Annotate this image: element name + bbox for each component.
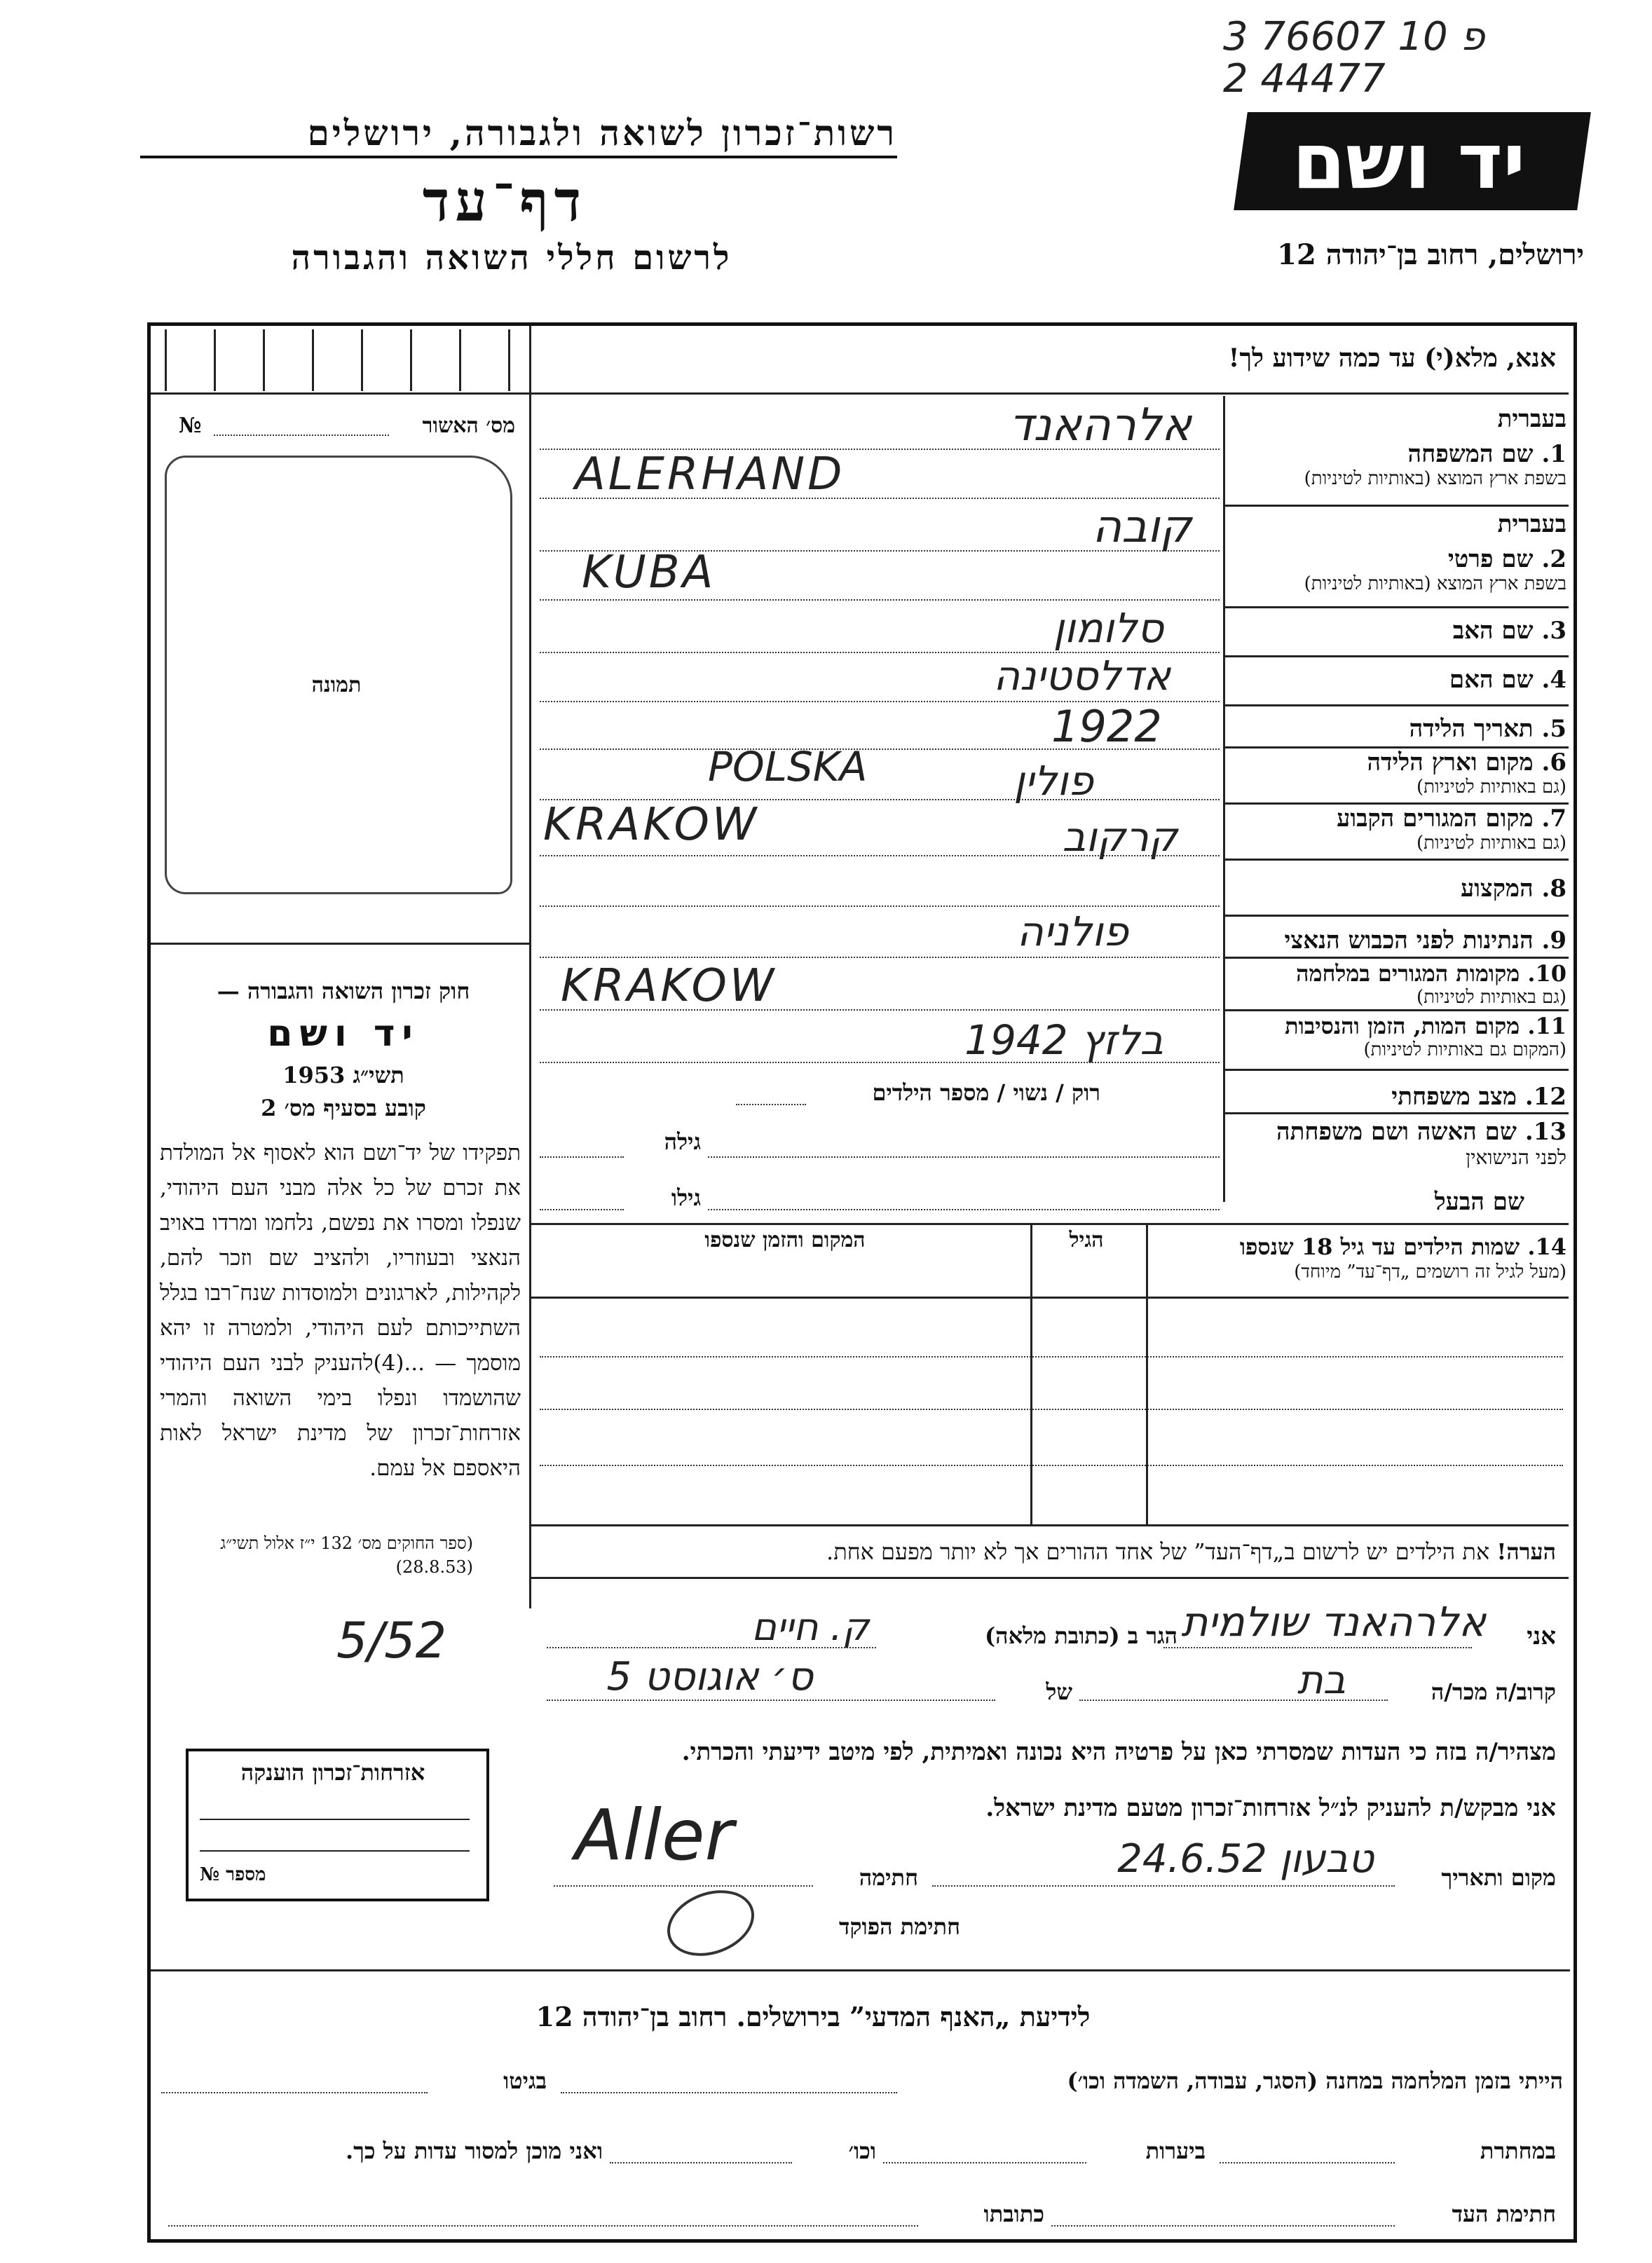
field-label: שם המשפחה	[1407, 440, 1534, 468]
law-reference: (ספר החוקים מס׳ 132 י״ז אלול תשי״ג (28.8.53)	[220, 1533, 473, 1577]
footer-row-camp	[161, 2067, 1563, 2094]
declarant-address[interactable]: ק. חיים	[751, 1605, 869, 1649]
field-label: שם האם	[1449, 666, 1534, 694]
field-sublabel: בשפת ארץ המוצא (באותיות לטיניות)	[1304, 573, 1566, 594]
row-divider	[1225, 915, 1569, 917]
family-name-label	[1230, 440, 1566, 468]
field-number: 14.	[1527, 1233, 1566, 1260]
field-label: מקום המות, הזמן והנסיבות	[1285, 1013, 1520, 1039]
law-year: תשי״ג 1953	[282, 1062, 404, 1088]
witness-signature-line	[1051, 2225, 1395, 2227]
place-date-value[interactable]: טבעון 24.6.52	[1117, 1836, 1374, 1882]
row-divider	[1225, 505, 1569, 507]
law-section: קובע בסעיף מס׳ 2	[261, 1095, 426, 1121]
field-label: מקום וארץ הלידה	[1367, 748, 1534, 777]
children-table-label	[1153, 1233, 1566, 1260]
husband-name-label: שם הבעל	[1434, 1188, 1524, 1216]
authority-name: רשות־זכרון לשואה ולגבורה, ירושלים	[307, 112, 897, 153]
form-subtitle: לרשום חללי השואה והגבורה	[291, 238, 732, 278]
field-row-war-residence	[1230, 960, 1566, 1008]
children-table-sublabel: (מעל לגיל זה רושמים „דף־עד” מיוחד)	[1294, 1262, 1566, 1283]
given-name-hebrew-value[interactable]: קובה	[1092, 501, 1192, 553]
residence-latin-value[interactable]: KRAKOW	[543, 799, 760, 851]
label-column-divider	[1223, 396, 1225, 1202]
field-row-death	[1230, 1013, 1566, 1060]
archive-number: 2 44477	[1223, 56, 1386, 102]
signature-label: חתימה	[859, 1864, 918, 1891]
field-row-given-name	[1230, 510, 1566, 601]
given-name-latin-value[interactable]: KUBA	[582, 547, 716, 599]
field-sublabel: (המקום גם באותיות לטיניות)	[1363, 1039, 1566, 1060]
field-row-family-name	[1230, 405, 1566, 496]
logo-text: יד ושם	[1292, 116, 1526, 206]
law-title: חוק זכרון השואה והגבורה —	[217, 978, 470, 1004]
camp-line	[561, 2092, 897, 2093]
children-place-header: המקום והזמן שנספו	[704, 1228, 866, 1252]
children-row-line	[540, 1409, 1563, 1410]
field-label: מצב משפחתי	[1391, 1083, 1517, 1111]
field-number: 11.	[1527, 1013, 1566, 1039]
field-row-birth-place	[1230, 748, 1566, 798]
given-name-label	[1230, 545, 1566, 573]
occupation-line	[540, 905, 1220, 907]
birth-date-value[interactable]: 1922	[1051, 701, 1162, 752]
photo-label: תמונה	[311, 673, 362, 697]
lang-hebrew-label: בעברית	[1497, 510, 1566, 538]
ghetto-label: בגיטו	[503, 2067, 547, 2094]
field-sublabel: (גם באותיות לטיניות)	[1416, 777, 1566, 798]
jerusalem-address: ירושלים, רחוב בן־יהודה 12	[1277, 238, 1584, 271]
etc-label: וכו׳	[848, 2138, 876, 2164]
etc-line	[610, 2162, 792, 2163]
field-label: שם האשה ושם משפחתה	[1276, 1118, 1517, 1146]
declaration-statement: מצהיר/ה בזה כי העדות שמסרתי כאן על פרטיה היא נכונה ואמיתית, לפי מיטב ידיעתי והכרתי.	[681, 1738, 1556, 1766]
signature-value[interactable]: Aller	[575, 1794, 734, 1876]
field-number: 3.	[1541, 617, 1566, 645]
mother-name-label	[1230, 666, 1566, 694]
field-number: 8.	[1541, 875, 1566, 903]
declaration-prefix: אני	[1527, 1622, 1556, 1650]
children-note	[540, 1538, 1556, 1565]
instruction-underline	[531, 392, 1569, 395]
field-label: מקומות המגורים במלחמה	[1296, 960, 1520, 987]
field-sublabel: (גם באותיות לטיניות)	[1416, 833, 1566, 854]
field-sublabel: לפני הנישואין	[1466, 1146, 1566, 1169]
field-number: 1.	[1541, 440, 1566, 468]
approval-label: מס׳ האשור	[422, 413, 515, 438]
children-row-line	[540, 1356, 1563, 1358]
given-name-line-latin	[540, 599, 1220, 601]
field-label: שם פרטי	[1447, 545, 1534, 573]
declarant-name[interactable]: אלרהאנד שולמית	[1181, 1598, 1486, 1646]
war-residence-value[interactable]: KRAKOW	[561, 960, 777, 1012]
field-row-wife	[1230, 1118, 1566, 1170]
death-label	[1230, 1013, 1566, 1039]
forests-line	[883, 2162, 1086, 2163]
nationality-line	[540, 957, 1220, 958]
law-top-line	[151, 943, 529, 945]
field-label: שם האב	[1452, 617, 1534, 645]
underground-label: במחתרת	[1480, 2138, 1556, 2164]
place-date-line	[932, 1885, 1395, 1887]
children-table-bottom	[531, 1524, 1569, 1526]
sidebar-strip-line	[151, 392, 529, 395]
birth-place-hebrew-value[interactable]: פולין	[1013, 757, 1093, 805]
row-divider	[1225, 1009, 1569, 1011]
camp-label: הייתי בזמן המלחמה במחנה (הסגר, עבודה, השמדה וכו׳)	[1067, 2067, 1563, 2094]
husband-name-line	[708, 1209, 1220, 1210]
of-line	[547, 1700, 995, 1701]
form-instruction: אנא, מלא(י) עד כמה שידוע לך!	[1228, 343, 1556, 373]
field-label: המקצוע	[1460, 875, 1534, 903]
officer-signature-label: חתימת הפוקד	[839, 1913, 960, 1940]
row-divider	[1225, 1069, 1569, 1071]
field-number: 10.	[1527, 960, 1566, 987]
form-title: דף־עד	[422, 168, 587, 234]
forests-label: ביערות	[1145, 2138, 1206, 2164]
row-divider	[1225, 704, 1569, 706]
witness-signature-label: חתימת העד	[1452, 2201, 1556, 2227]
death-value[interactable]: בלזץ 1942	[964, 1016, 1163, 1064]
field-row-residence	[1230, 805, 1566, 854]
row-divider	[1225, 655, 1569, 657]
relation-value[interactable]: בת	[1297, 1657, 1346, 1703]
note-text: את הילדים יש לרשום ב„דף־העד” של אחד ההורים אך לא יותר מפעם אחת.	[826, 1538, 1490, 1565]
row-divider	[1225, 859, 1569, 861]
declaration-address-label: הגר ב (כתובת מלאה)	[985, 1622, 1177, 1649]
margin-note: 5/52	[336, 1612, 447, 1669]
birth-place-label	[1230, 748, 1566, 777]
field-number: 7.	[1541, 805, 1566, 833]
note-underline	[531, 1577, 1569, 1579]
wife-age-line	[540, 1156, 624, 1158]
field-number: 5.	[1541, 715, 1566, 743]
authority-underline	[140, 156, 897, 158]
children-row-line	[540, 1465, 1563, 1466]
field-number: 2.	[1541, 545, 1566, 573]
handwritten-code: 3 פ 10 76607	[1223, 14, 1485, 60]
witness-address-line	[168, 2225, 918, 2227]
law-name: יד ושם	[267, 1013, 420, 1055]
birth-date-label	[1230, 715, 1566, 743]
nationality-label	[1230, 927, 1566, 955]
field-number: 12.	[1524, 1083, 1566, 1111]
field-number: 4.	[1541, 666, 1566, 694]
citizenship-request: אני מבקש/ת להעניק לנ״ל אזרחות־זכרון מטעם מדינת ישראל.	[985, 1794, 1556, 1822]
place-date-label: מקום ותאריך	[1441, 1864, 1556, 1891]
sidebar-divider	[529, 326, 531, 1608]
family-name-hebrew-value[interactable]: אלרהאנד	[1009, 399, 1192, 451]
field-label: הנתינות לפני הכבוש הנאצי	[1284, 927, 1534, 955]
declarant-name-line	[1163, 1647, 1472, 1648]
field-number: 13.	[1524, 1118, 1566, 1146]
sidebar-strip	[165, 329, 522, 391]
field-number: 9.	[1541, 927, 1566, 955]
law-text: תפקידו של יד־ושם הוא לאסוף אל המולדת את זכרם של כל אלה מבני העם היהודי, שנפלו ומסרו את נפשם, נלחמו ומרדו באויב הנאצי ובעוזריו, ולהציב שם וזכר להם, לקהילות, לארגונים ולמוסדות שנח־רבו בגלל השתייכותם לעם היהודי, ולמטרה זו יהא מוסמך — ...(4)להעניק לבני העם היהודי שהושמדו ונפלו בימי השואה והמרי אזרחות־זכרון של מדינת ישראל לאות היאספם אל עמם.	[160, 1140, 521, 1481]
family-status-options: רוק / נשוי / מספר הילדים	[872, 1079, 1100, 1106]
children-count-line	[736, 1104, 806, 1105]
relation-label: קרוב/ה מכר/ה	[1431, 1679, 1556, 1705]
footer-title: לידיעת „האנף המדעי” בירושלים. רחוב בן־יהודה 12	[535, 2001, 1091, 2032]
children-table-top	[531, 1223, 1569, 1225]
lang-hebrew-label: בעברית	[1497, 405, 1566, 433]
underground-line	[1220, 2162, 1395, 2163]
residence-hebrew-value[interactable]: קרקוב	[1062, 813, 1177, 861]
residence-label	[1230, 805, 1566, 833]
field-number: 6.	[1541, 748, 1566, 777]
of-value[interactable]: ס׳ אוגוסט 5	[606, 1654, 813, 1700]
war-residence-label	[1230, 960, 1566, 987]
family-name-latin-value[interactable]: ALERHAND	[575, 449, 845, 500]
wife-name-line	[708, 1156, 1220, 1158]
mother-name-value[interactable]: אדלסטינה	[993, 652, 1170, 699]
birth-place-latin-value[interactable]: POLSKA	[708, 743, 868, 791]
field-sublabel: בשפת ארץ המוצא (באותיות לטיניות)	[1304, 468, 1566, 489]
father-name-value[interactable]: סלומון	[1053, 604, 1163, 652]
citizenship-line	[200, 1819, 470, 1820]
footer-top-line	[151, 1969, 1570, 1971]
father-name-label	[1230, 617, 1566, 645]
wife-age-label: גילה	[664, 1128, 701, 1155]
testimony-willing: ואני מוכן למסור עדות על כך.	[345, 2138, 603, 2164]
field-sublabel: (גם באותיות לטיניות)	[1416, 987, 1566, 1008]
citizenship-title: אזרחות־זכרון הוענקה	[240, 1759, 425, 1786]
children-header-underline	[531, 1297, 1569, 1299]
ghetto-line	[161, 2092, 428, 2093]
row-divider	[1225, 957, 1569, 959]
field-label: שמות הילדים עד גיל 18 שנספו	[1239, 1233, 1520, 1260]
row-divider	[1225, 606, 1569, 608]
husband-age-label: גילו	[671, 1184, 701, 1211]
signature-line	[554, 1885, 813, 1887]
children-col-divider-age	[1030, 1223, 1032, 1524]
approval-line	[214, 435, 389, 436]
nationality-value[interactable]: פולניה	[1016, 908, 1128, 955]
husband-age-line	[540, 1209, 624, 1210]
witness-address-label: כתובתו	[983, 2201, 1044, 2227]
children-col-divider-name	[1146, 1223, 1148, 1524]
note-label: הערה!	[1496, 1538, 1556, 1565]
occupation-label	[1230, 875, 1566, 903]
row-divider	[1225, 1112, 1569, 1114]
field-label: תאריך הלידה	[1409, 715, 1534, 743]
children-age-header: הגיל	[1069, 1228, 1104, 1252]
approval-no-sign: №	[179, 413, 202, 438]
citizenship-number-label: מספר №	[200, 1864, 266, 1885]
wife-name-label	[1230, 1118, 1566, 1146]
citizenship-line	[200, 1850, 470, 1852]
of-label: של	[1046, 1679, 1072, 1705]
field-label: מקום המגורים הקבוע	[1337, 805, 1534, 833]
family-status-label	[1230, 1083, 1566, 1111]
